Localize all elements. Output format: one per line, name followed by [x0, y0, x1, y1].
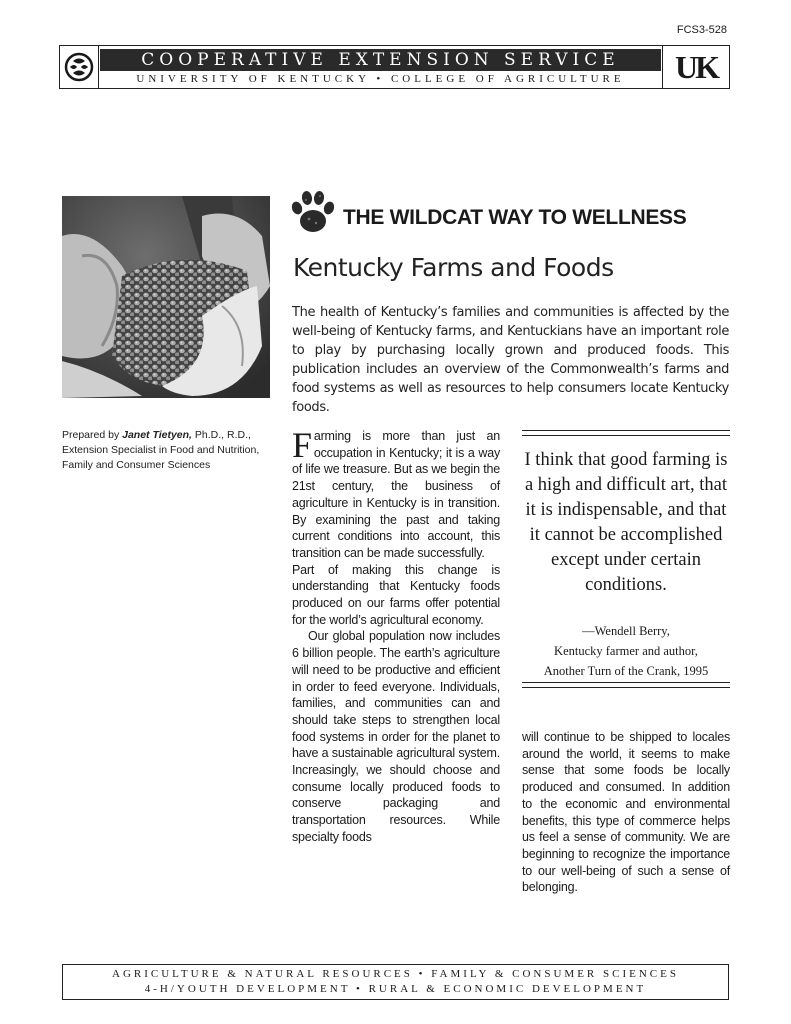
footer-line-1: AGRICULTURE & NATURAL RESOURCES • FAMILY & CONSUMER SCIENCES [112, 968, 679, 980]
body-paragraph-2: Part of making this change is understanding that Kentucky foods produced on our farms offer potential for the world’s agricultural economy. [292, 562, 500, 627]
attribution-source: Another Turn of the Crank, 1995 [543, 664, 709, 678]
page-title: Kentucky Farms and Foods [293, 253, 614, 282]
uk-logo-icon [662, 46, 729, 88]
hands-holding-beans-photo [62, 196, 270, 398]
body-paragraph-3: Our global population now includes 6 billion people. The earth’s agriculture will need to be productive and efficient in order to feed everyone. Individuals, families, and communities can and should take steps to strengthen local food systems in order for the planet to have a sustainable agricultural system. Increasingly, we should choose and consume locally produced foods to conserve packaging and transportation resources. While specialty foods [292, 629, 500, 844]
body-paragraph-1 [292, 425, 500, 562]
body-column-right: will continue to be shipped to locales around the world, it seems to make sense that some foods be locally produced and consumed. In addition to the economic and environmental benefits, this type of commerce helps us feel a sense of community. We are beginning to recognize the importance to our well-being of such a sense of belonging. [522, 730, 730, 895]
pull-quote-bottom-rule [522, 682, 730, 688]
cooperative-extension-logo-icon [60, 46, 99, 88]
pull-quote [518, 430, 730, 690]
institution-line: UNIVERSITY OF KENTUCKY • COLLEGE OF AGRICULTURE [136, 73, 625, 85]
paw-print-icon [288, 188, 338, 238]
pull-quote-attribution [522, 621, 730, 681]
body-column-left [292, 425, 500, 846]
program-areas-footer [62, 964, 729, 1000]
series-heading [288, 188, 748, 238]
author-name: Janet Tietyen, [122, 429, 192, 441]
body-paragraph-1-text: arming is more than just an occupation in Kentucky; it is a way of life we treasure. But as we begin the 21st century, the business of agriculture in Kentucky is in transition. By examining the past and taking current conditions into account, this transition can be made successfully. [292, 429, 500, 560]
author-credit [62, 428, 274, 473]
footer-line-2: 4-H/YOUTH DEVELOPMENT • RURAL & ECONOMIC DEVELOPMENT [144, 983, 647, 995]
series-title: THE WILDCAT WAY TO WELLNESS [343, 206, 687, 229]
uk-logo-text: UK [675, 49, 717, 85]
service-name: COOPERATIVE EXTENSION SERVICE [100, 49, 661, 71]
author-credentials: Ph.D., R.D., Extension Specialist in Food and Nutrition, Family and Consumer Sciences [62, 429, 260, 471]
attribution-role: Kentucky farmer and author, [554, 644, 698, 658]
drop-cap: F [292, 425, 312, 465]
prepared-by-prefix: Prepared by [62, 429, 123, 441]
pull-quote-top-rule [522, 430, 730, 436]
publication-number: FCS3-528 [676, 24, 727, 36]
intro-paragraph: The health of Kentucky’s families and communities is affected by the well-being of Kentucky farms, and Kentuckians have an important role to play by purchasing locally grown and produced foods. This publication includes an overview of the Commonwealth’s farms and food systems as well as resources to help consumers locate Kentucky foods. [292, 305, 729, 415]
pull-quote-text: I think that good farming is a high and difficult art, that it is indispensable, and that it cannot be accomplished except under certain conditions. [524, 450, 728, 595]
header-banner [59, 45, 730, 89]
attribution-name: —Wendell Berry, [582, 624, 670, 638]
